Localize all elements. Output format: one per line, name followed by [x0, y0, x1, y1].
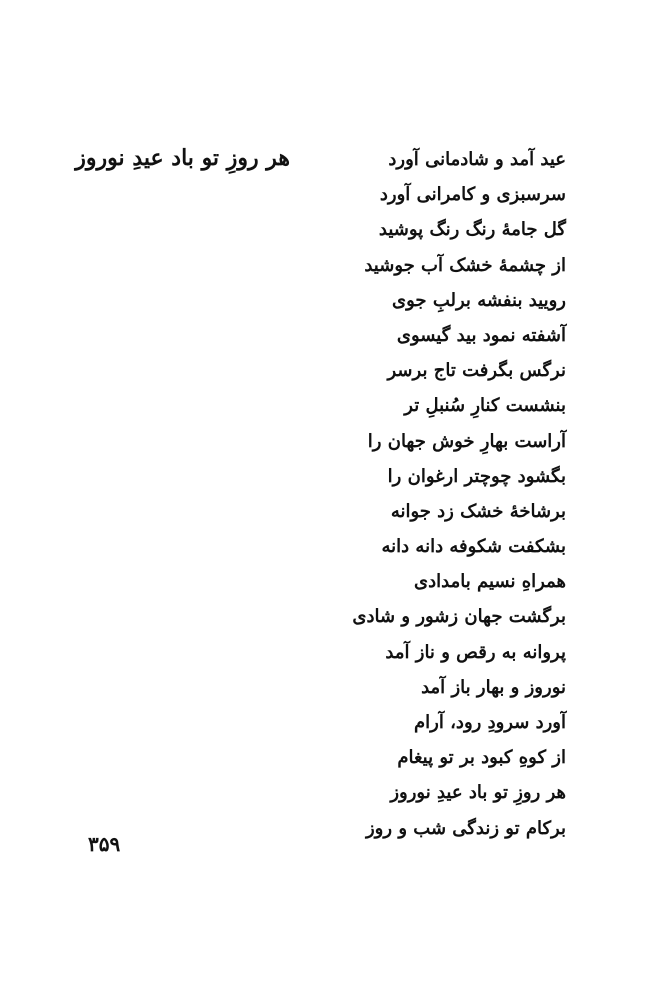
verse-line: برشاخهٔ خشک زد جوانه: [390, 500, 566, 522]
verse-line: آراست بهارِ خوش جهان را: [367, 430, 566, 452]
verse-line: هر روزِ تو باد عیدِ نوروز: [390, 782, 566, 804]
verse-line: سرسبزی و کامرانی آورد: [379, 184, 566, 206]
verse-line: برگشت جهان زشور و شادی: [352, 606, 566, 628]
verse-line: پروانه به رقص و ناز آمد: [385, 641, 566, 663]
verse-line: عید آمد و شادمانی آورد: [388, 149, 566, 170]
verse-line: بشکفت شکوفه دانه دانه: [381, 536, 566, 558]
verse-line: بنشست کنارِ سُنبلِ تر: [404, 395, 566, 417]
verse-line: از کوهِ کبود بر تو پیغام: [397, 747, 566, 769]
verse-line: از چشمهٔ خشک آب جوشید: [364, 254, 566, 276]
verse-line: آورد سرودِ رود، آرام: [414, 712, 566, 733]
poem-title: هر روزِ تو باد عیدِ نوروز: [75, 145, 290, 171]
page-number: ۳۵۹: [88, 832, 121, 856]
verse-line: نوروز و بهار باز آمد: [421, 676, 566, 698]
verse-line: آشفته نمود بید گیسوی: [396, 324, 566, 346]
poem-body: [306, 142, 566, 846]
verse-line: نرگس بگرفت تاج برسر: [387, 360, 566, 382]
verse-line: همراهِ نسیم بامدادی: [414, 571, 566, 593]
verse-line: گل جامهٔ رنگ رنگ پوشید: [378, 219, 566, 241]
verse-line: برکام تو زندگی شب و روز: [365, 817, 566, 839]
verse-line: بگشود چوچتر ارغوان را: [387, 465, 566, 487]
verse-line: رویید بنفشه برلبِ جوی: [392, 289, 566, 311]
